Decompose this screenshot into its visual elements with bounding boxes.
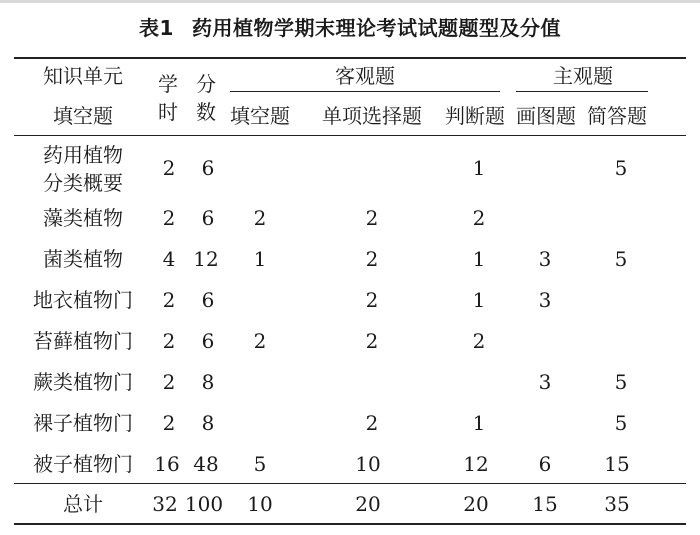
row-score: 6 [201,156,215,180]
row-hours: 4 [162,247,176,271]
subjective-underline [516,91,648,92]
row-unit: 地衣植物门 [33,288,133,312]
row-short: 5 [614,156,628,180]
caption-number: 表1 [139,16,174,40]
row-unit: 裸子植物门 [33,411,133,435]
row-draw: 3 [538,288,552,312]
total-choice: 20 [355,492,381,516]
total-hours: 32 [152,492,178,516]
row-score: 6 [201,288,215,312]
row-judge: 2 [472,206,486,230]
row-hours: 2 [162,370,176,394]
row-choice: 2 [365,411,379,435]
top-edge-strip [0,0,700,3]
row-fill: 1 [253,247,267,271]
total-score: 100 [184,492,224,516]
top-rule [14,57,686,59]
total-short: 35 [604,492,630,516]
header-hours-bottom: 时 [158,100,178,124]
row-unit-line2: 分类概要 [43,171,123,195]
row-choice: 2 [365,288,379,312]
row-hours: 2 [162,288,176,312]
row-score: 8 [201,411,215,435]
row-fill: 2 [253,206,267,230]
header-score-bottom: 数 [196,100,216,124]
row-choice: 2 [365,247,379,271]
row-draw: 3 [538,370,552,394]
row-short: 5 [614,411,628,435]
bottom-rule [14,523,686,525]
row-unit-line1: 药用植物 [43,143,123,167]
row-short: 15 [604,452,630,476]
total-rule [14,483,686,484]
row-unit: 菌类植物 [43,247,123,271]
table-caption [0,12,700,41]
row-score: 48 [193,452,219,476]
header-judge: 判断题 [445,104,505,128]
row-judge: 12 [463,452,489,476]
row-unit: 蕨类植物门 [33,370,133,394]
header-draw: 画图题 [516,104,576,128]
row-unit: 苔藓植物门 [33,329,133,353]
row-hours: 2 [162,329,176,353]
row-judge: 1 [472,288,486,312]
row-judge: 1 [472,156,486,180]
row-short: 5 [614,247,628,271]
row-score: 8 [201,370,215,394]
row-judge: 2 [472,329,486,353]
objective-underline [230,91,500,92]
row-choice: 2 [365,329,379,353]
row-hours: 2 [162,411,176,435]
row-fill: 5 [253,452,267,476]
header-score-top: 分 [196,72,216,96]
row-choice: 10 [355,452,381,476]
row-score: 12 [193,247,219,271]
row-short: 5 [614,370,628,394]
row-draw: 3 [538,247,552,271]
caption-title: 药用植物学期末理论考试试题题型及分值 [191,16,561,40]
header-objective: 客观题 [335,64,395,88]
row-judge: 1 [472,411,486,435]
row-choice: 2 [365,206,379,230]
row-score: 6 [201,329,215,353]
total-judge: 20 [463,492,489,516]
row-judge: 1 [472,247,486,271]
row-hours: 16 [154,452,180,476]
header-subjective: 主观题 [553,64,613,88]
row-hours: 2 [162,156,176,180]
total-label: 总计 [63,492,103,516]
row-hours: 2 [162,206,176,230]
row-unit: 藻类植物 [43,206,123,230]
header-short: 简答题 [587,104,647,128]
header-choice: 单项选择题 [322,104,422,128]
header-row2-first: 填空题 [53,104,113,128]
header-unit: 知识单元 [43,64,123,88]
total-draw: 15 [532,492,558,516]
row-draw: 6 [538,452,552,476]
header-rule [14,135,686,136]
total-fill: 10 [247,492,273,516]
row-unit: 被子植物门 [33,452,133,476]
row-fill: 2 [253,329,267,353]
header-fill: 填空题 [230,104,290,128]
header-hours-top: 学 [158,72,178,96]
row-score: 6 [201,206,215,230]
